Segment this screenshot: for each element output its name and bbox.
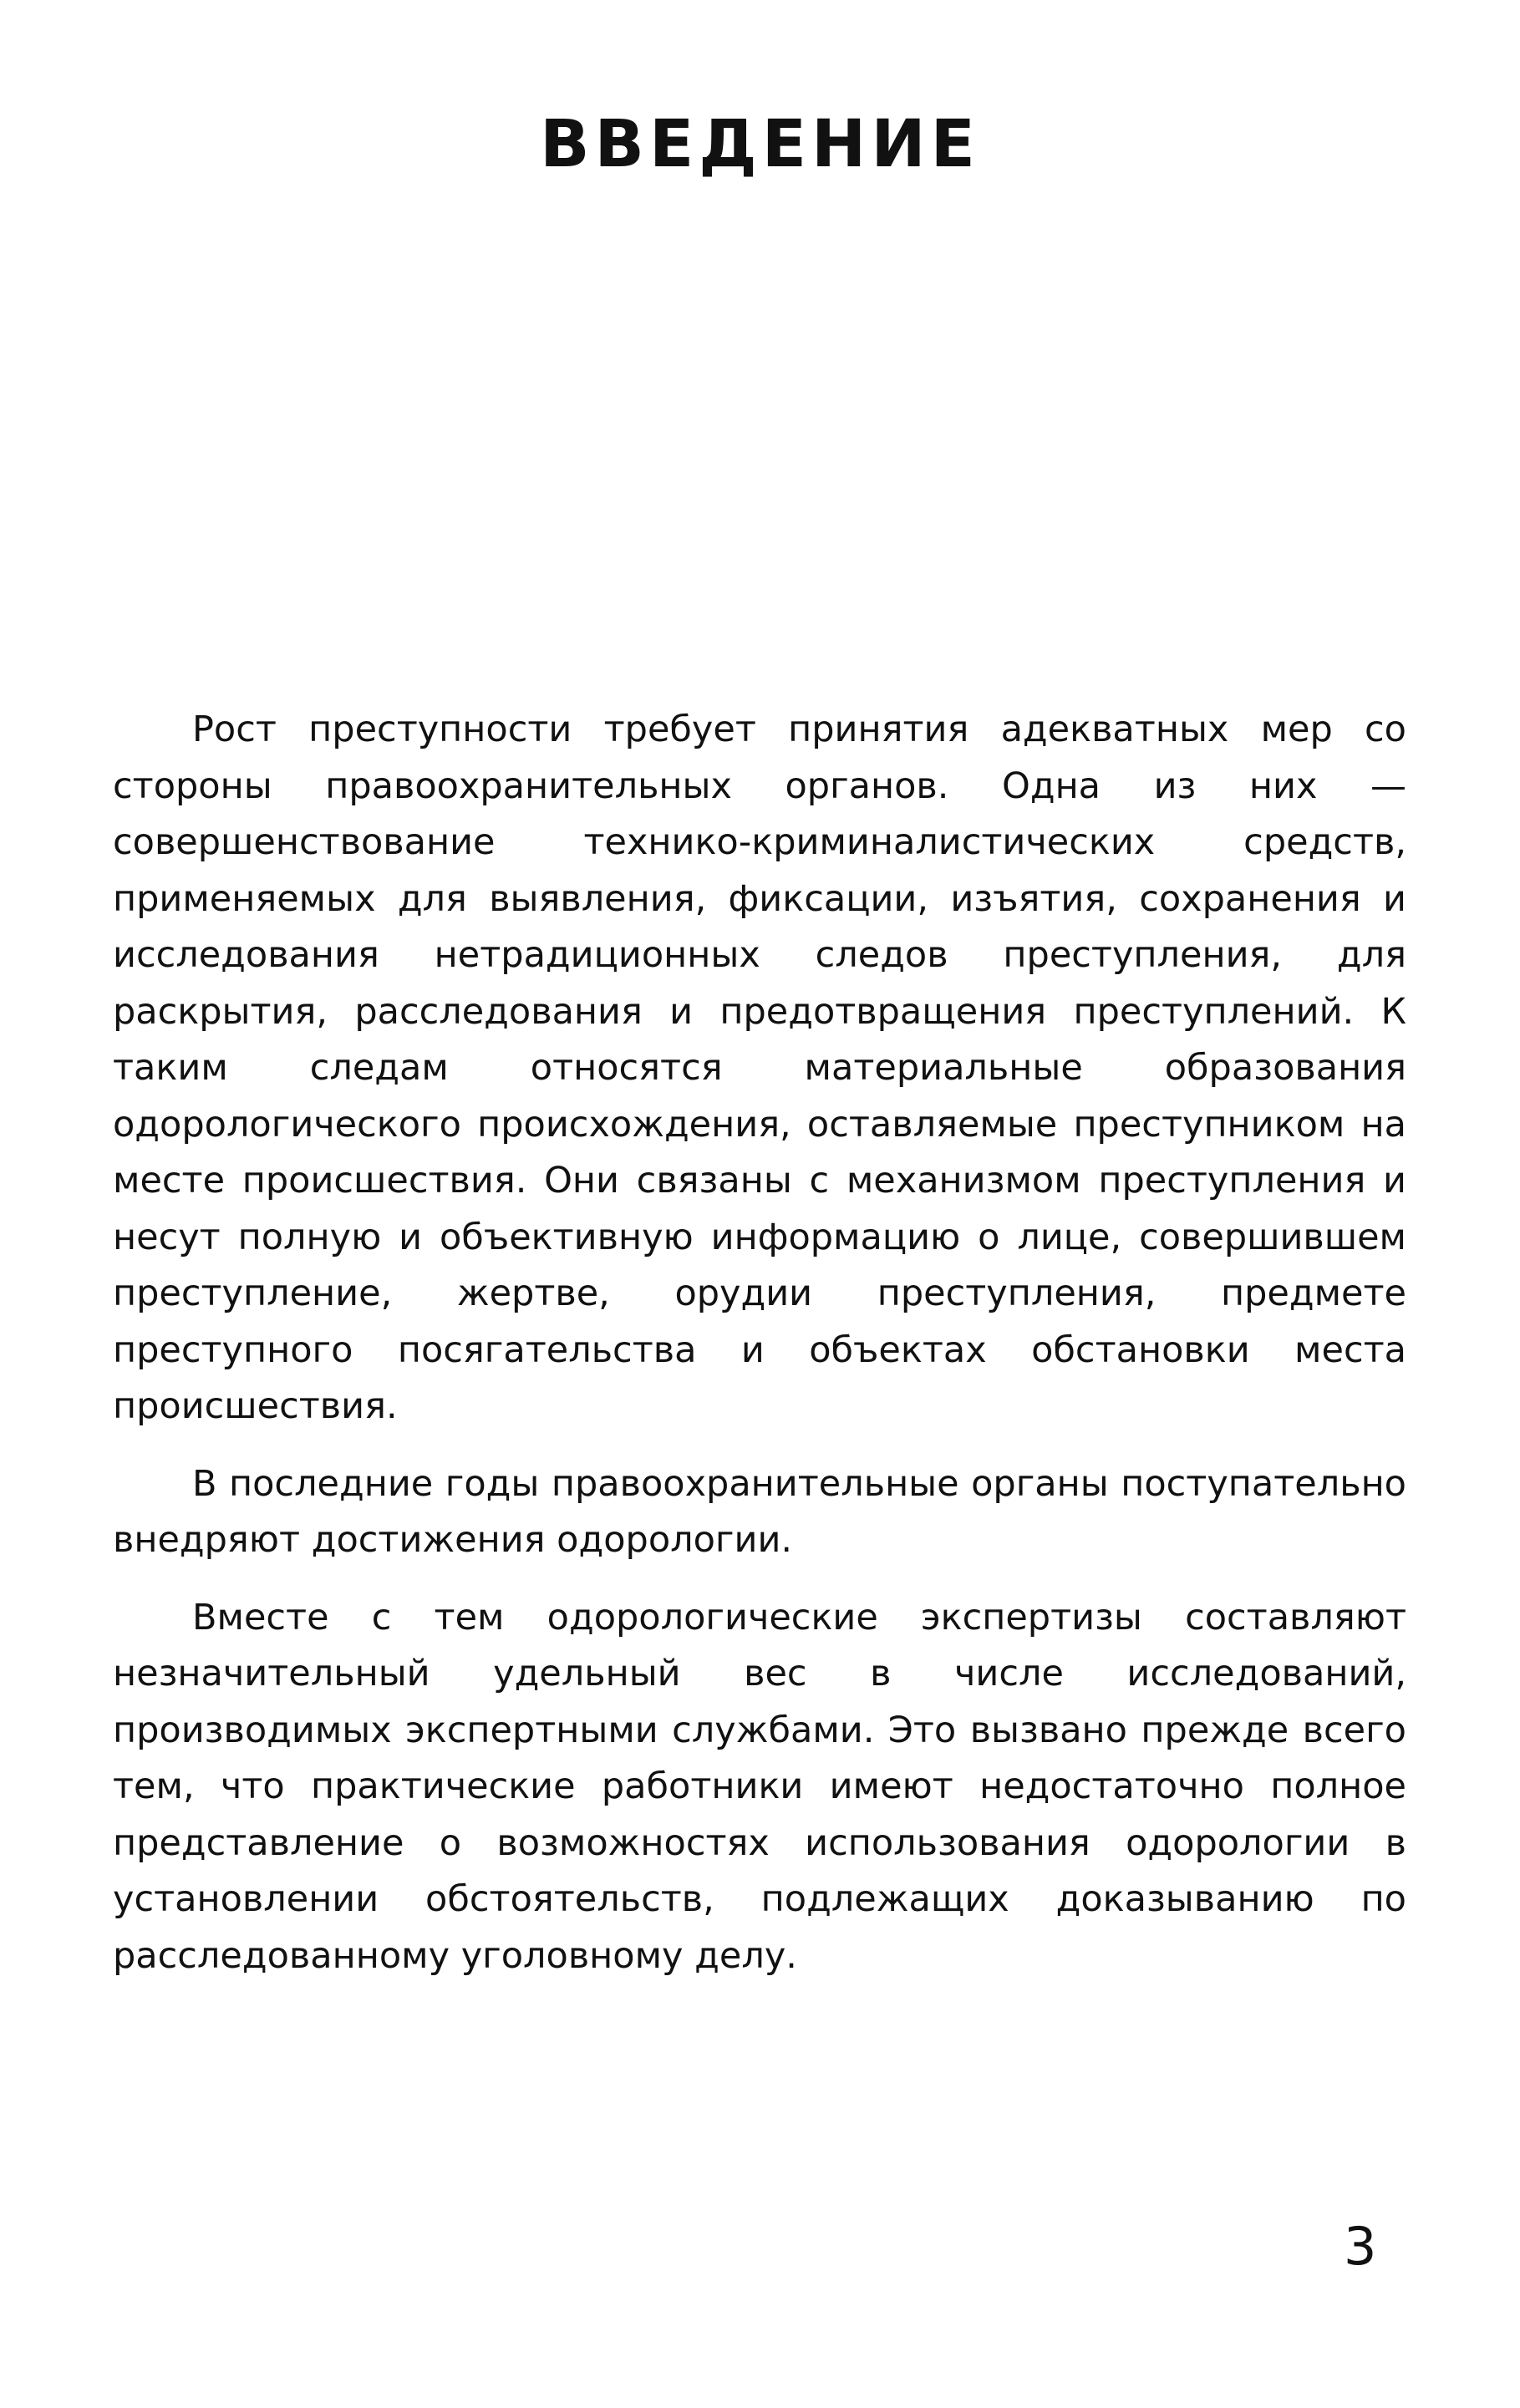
chapter-title: ВВЕДЕНИЕ	[540, 107, 980, 182]
paragraph-1: Рост преступности требует принятия адекватных мер со стороны правоохранительных органов. Одна из них — совершенствование технико-криминалистических средств, применяемых для выявления, фиксации, изъятия, сохранения и исследования нетрадиционных следов преступления, для раскрытия, расследования и предотвращения преступлений. К таким следам относятся материальные образования одорологического происхождения, оставляемые преступником на месте происшествия. Они связаны с механизмом преступления и несут полную и объективную информацию о лице, совершившем преступление, жертве, орудии преступления, предмете преступного посягательства и объектах обстановки места происшествия.	[113, 709, 1406, 1427]
paragraph-2: В последние годы правоохранительные органы поступательно внедряют достижения одорологии.	[113, 1462, 1406, 1561]
page-number: 3	[1344, 2216, 1377, 2277]
body-text	[113, 702, 1406, 1984]
paragraph-3: Вместе с тем одорологические экспертизы составляют незначительный удельный вес в числе исследований, производимых экспертными службами. Это вызвано прежде всего тем, что практические работники имеют недостаточно полное представление о возможностях использования одорологии в установлении обстоятельств, подлежащих доказыванию по расследованному уголовному делу.	[113, 1596, 1406, 1977]
